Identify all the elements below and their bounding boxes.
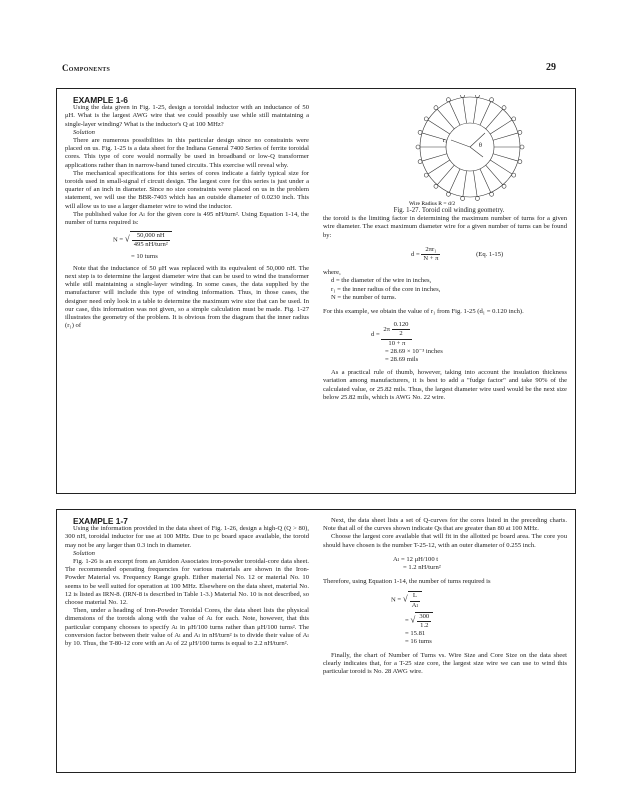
equation-number: (Eq. 1-15): [476, 251, 504, 259]
definition-item: N = the number of turns.: [331, 293, 397, 301]
toroid-figure: [323, 95, 573, 207]
paragraph: Then, under a heading of Iron-Powder Toroidal Cores, the data sheet lists the physical dimensions of the toroids along with the value of Aₗ for each. Note, however, that this particular company chooses to specify Aₗ in μH/100 turns rather than μH/100 turns². The conversion factor between their value of Aₗ and Aₗ in nH/turn² is to divide their value of Aₗ by 10. Thus, the T-80-12 core with an Aₗ of 22 μH/100 turns is equal to 2.2 nH/turn².: [65, 607, 309, 648]
example-1-7-right-column: [323, 517, 567, 676]
wire-cross-section: [434, 106, 438, 110]
winding-turn: [437, 165, 454, 185]
example-box-1-7: [56, 509, 576, 773]
winding-turn: [463, 171, 467, 197]
paragraph: As a practical rule of thumb, however, taking into account the insulation thickness variation among manufacturers, it is best to add a "fudge factor" and take 90% of the calculated value, or 25.82 mils. Thus, the largest diameter wire used would be the next size below 25.82 mils, which is AWG No. 22 wire.: [323, 369, 567, 401]
wire-cross-section: [418, 160, 422, 164]
paragraph: Fig. 1-26 is an excerpt from an Amidon Associates iron-powder toroidal-core data sheet. The recommended operating frequencies for various materials are shown in the Iron-Powder Material vs. Frequency Range graph. Either material No. 12 or material No. 10 seems to be well suited for operation at 100 MHz. Elsewhere on the data sheet, material No. 12 is listed as IRN-8. (IRN-8 is described in Table 1-3.) Material No. 10 is not described, so choose material No. 12.: [65, 558, 309, 607]
variable-definitions: where, d = the diameter of the wire in inches, r₁ = the inner radius of the core in inches, N = the number of turns.: [323, 269, 567, 302]
page-number: 29: [546, 62, 556, 73]
wire-cross-section: [490, 192, 494, 196]
winding-turn: [480, 102, 491, 126]
wire-cross-section: [446, 98, 450, 102]
definition-item: d = the diameter of the wire in inches,: [331, 277, 432, 285]
winding-turn: [493, 133, 518, 140]
equation-turns: N = √ $\frac{50,000 nH}{\text{495 nH/turn²}}$ = 10 turns: [65, 231, 309, 261]
example-title: EXAMPLE 1-6: [73, 95, 128, 105]
wire-cross-section: [418, 130, 422, 134]
winding-turn: [493, 154, 518, 161]
paragraph: The published value for Aₗ for the given core is 495 nH/turn². Using Equation 1-14, the number of turns required is:: [65, 210, 309, 227]
example-title: EXAMPLE 1-7: [73, 516, 128, 526]
wire-radius-label: Wire Radius R = d/2: [409, 201, 456, 207]
paragraph: Therefore, using Equation 1-14, the number of turns required is: [323, 578, 491, 586]
winding-turn: [428, 160, 450, 174]
wire-cross-section: [434, 184, 438, 188]
winding-turn: [486, 165, 503, 185]
wire-cross-section: [461, 95, 465, 98]
paragraph: Note that the inductance of 50 μH was replaced with its equivalent of 50,000 nH. The next step is to determine the largest diameter wire that can be used to wind the transformer while still maintaining a single-layer winding. In some cases, the data supplied by the manufacturer will include this type of winding information. Thus, in those cases, the designer need only look in a table to determine the maximum wire size that can be used. In our case, this information was not given, so a simple calculation must be made. Fig. 1-27 illustrates the geometry of the problem. It is obvious from the diagram that the inner radius (r₁) of: [65, 264, 309, 330]
equation-diameter: d = 2π $\frac{0.120}{2}$ 10 + π = 28.69 × 10⁻³ inches = 28.69 mils: [371, 321, 443, 364]
paragraph: The mechanical specifications for this series of cores indicate a fairly typical size for toroids used in small-signal rf circuit design. The largest core for this series is just under a quarter of an inch in diameter. Since no size constraints were placed on us in the problem statement, we will use the BBR-7403 which has an outside diameter of 0.0230 inch. This will allow us to use a larger diameter wire to wind the inductor.: [65, 169, 309, 210]
example-1-6-left-column: [65, 96, 309, 330]
solution-heading: Solution: [73, 128, 95, 136]
wire-cross-section: [502, 184, 506, 188]
equation-al: Aₗ = 12 μH/100 t = 1.2 nH/turn²: [393, 555, 441, 572]
solution-heading: Solution: [73, 549, 95, 557]
wire-cross-section: [446, 192, 450, 196]
paragraph: Choose the largest core available that will fit in the allotted pc board area. The core you should have chosen is the number T-25-12, with an outer diameter of 0.255 inch.: [323, 533, 567, 549]
wire-cross-section: [520, 145, 524, 149]
winding-turn: [449, 169, 460, 193]
winding-turn: [437, 109, 454, 129]
example-box-1-6: [56, 88, 576, 494]
wire-cross-section: [461, 196, 465, 200]
equation-1-15: d = $\frac{\text{2πr₁}}{N + \pi}$ (Eq. 1-15): [411, 245, 504, 263]
running-header: Components: [62, 63, 111, 73]
wire-cross-section: [502, 106, 506, 110]
paragraph: There are numerous possibilities in this particular design since no constraints were placed on us. Fig. 1-25 is a data sheet for the Indiana General 7400 Series of ferrite toroidal cores. This type of core would normally be used in broadband or low-Q transformer applications rather than in narrow-band tuned circuits. This exercise will reveal why.: [65, 137, 309, 169]
equation-turns: N = √ $\frac{L}{\text{Aₗ}}$ = √ $\frac{300}{1.2}$ = 15.81 = 16 turns: [391, 592, 432, 646]
example-1-6-right-column: [323, 95, 567, 402]
winding-turn: [428, 120, 450, 134]
wire-cross-section: [416, 145, 420, 149]
winding-turn: [490, 120, 512, 134]
paragraph: For this example, we obtain the value of r₁ from Fig. 1-25 (d₁ = 0.120 inch).: [323, 308, 524, 316]
wire-cross-section: [424, 173, 428, 177]
toroid-winding-diagram: [323, 95, 573, 207]
wire-cross-section: [518, 160, 522, 164]
r1-label: r₁: [443, 138, 448, 144]
theta-label: θ: [479, 143, 482, 149]
wire-cross-section: [475, 196, 479, 200]
winding-turn: [473, 98, 477, 124]
paragraph: the toroid is the limiting factor in determining the maximum number of turns for a given wire diameter. The exact maximum diameter wire for a given number of turns can be found by:: [323, 215, 567, 239]
figure-caption: Fig. 1-27. Toroid coil winding geometry.: [393, 207, 505, 214]
wire-cross-section: [512, 117, 516, 121]
wire-cross-section: [475, 95, 479, 98]
definition-item: r₁ = the inner radius of the core in inches,: [331, 285, 441, 293]
wire-cross-section: [424, 117, 428, 121]
winding-turn: [449, 102, 460, 126]
wire-cross-section: [512, 173, 516, 177]
problem-statement: Using the information provided in the data sheet of Fig. 1-26, design a high-Q (Q > 80), 300 nH, toroidal inductor for use at 100 MHz. Due to pc board space available, the toroid may not be any larger than 0.3 inch in diameter.: [65, 525, 309, 549]
winding-turn: [463, 98, 467, 124]
wire-cross-section: [518, 130, 522, 134]
winding-turn: [486, 109, 503, 129]
winding-turn: [480, 169, 491, 193]
paragraph: Finally, the chart of Number of Turns vs. Wire Size and Core Size on the data sheet clearly indicates that, for a T-25 size core, the largest size wire we can use to wind this particular toroid is No. 28 AWG wire.: [323, 651, 567, 676]
paragraph: Next, the data sheet lists a set of Q-curves for the cores listed in the preceding charts. Note that all of the curves shown indicate Qs that are greater than 80 at 100 MHz.: [323, 517, 567, 533]
winding-turn: [473, 171, 477, 197]
winding-turn: [490, 160, 512, 174]
wire-cross-section: [490, 98, 494, 102]
problem-statement: Using the data given in Fig. 1-25, design a toroidal inductor with an inductance of 50 μH. What is the largest AWG wire that we could possibly use while still maintaining a single-layer winding? What is the inductor's Q at 100 MHz?: [65, 104, 309, 128]
equation-result: = 10 turns: [131, 252, 158, 260]
example-1-7-left-column: [65, 517, 309, 648]
winding-turn: [422, 154, 447, 161]
